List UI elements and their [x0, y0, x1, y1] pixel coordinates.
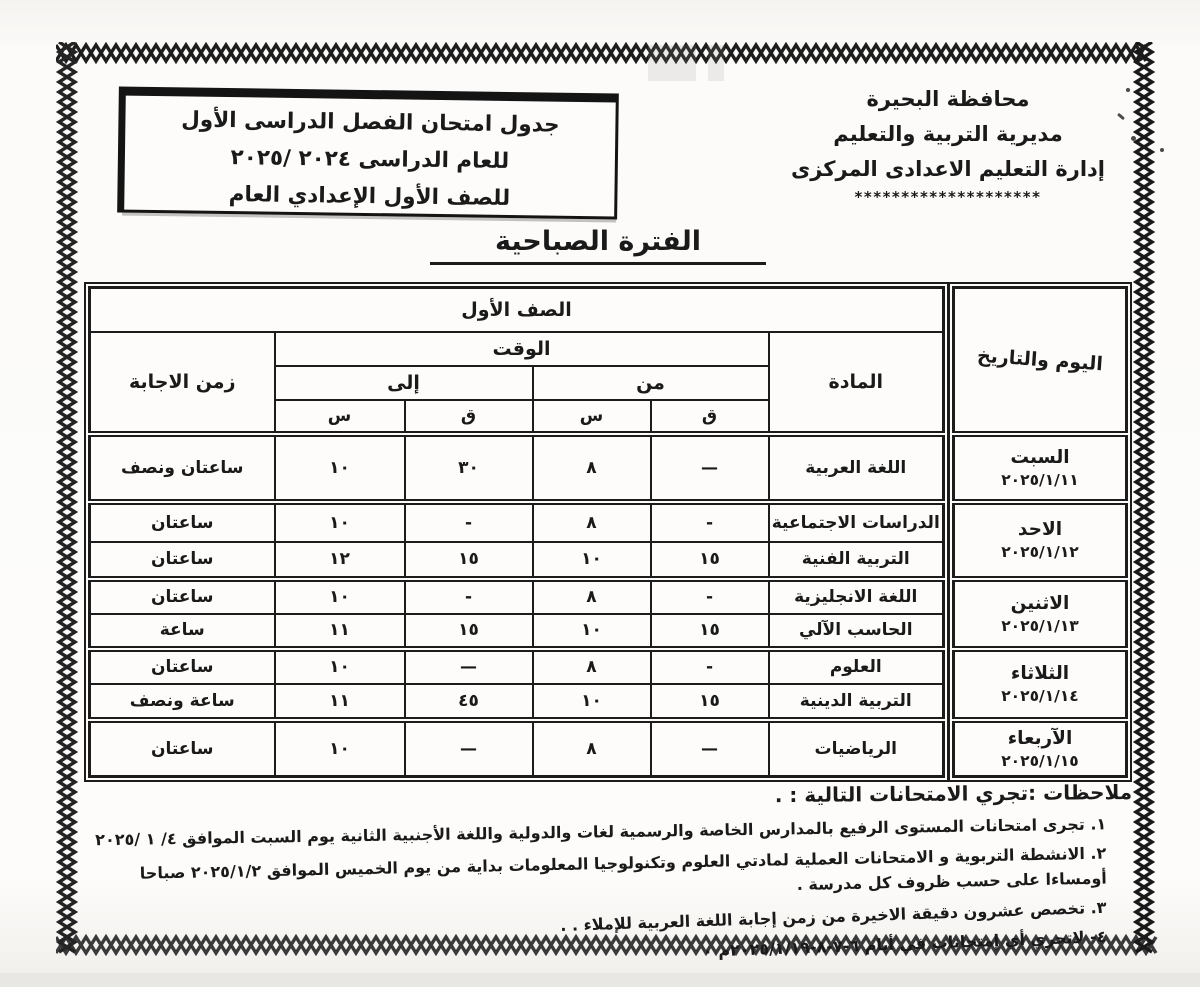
- to-minutes-cell: —: [405, 649, 533, 684]
- issuer-header: [768, 82, 1128, 207]
- to-minutes-cell: ٣٠: [405, 434, 533, 502]
- scan-speck: [1160, 148, 1164, 152]
- duration-cell: ساعتان: [89, 542, 274, 579]
- from-minutes-cell: ١٥: [651, 614, 769, 649]
- from-hours-cell: ٨: [533, 579, 651, 614]
- from-hours-cell: ٨: [533, 720, 651, 777]
- day-cell: الاثنين ٢٠٢٥/١/١٣: [954, 579, 1127, 649]
- academic-year-line: للعام الدراسى ٢٠٢٤ /٢٠٢٥: [230, 145, 510, 174]
- from-hours-cell: ١٠: [533, 614, 651, 649]
- subject-cell: التربية الفنية: [769, 542, 944, 579]
- duration-cell: ساعة ونصف: [89, 684, 274, 720]
- exam-main-table: [88, 286, 945, 778]
- day-cell: الثلاثاء ٢٠٢٥/١/١٤: [954, 649, 1127, 720]
- schedule-title-line: جدول امتحان الفصل الدراسى الأول: [181, 107, 560, 138]
- to-hours-abbr-cell: س: [275, 400, 405, 434]
- from-minutes-cell: —: [651, 720, 769, 777]
- to-minutes-cell: -: [405, 579, 533, 614]
- day-cell: الاحد ٢٠٢٥/١/١٢: [954, 502, 1127, 579]
- day-date-table: [952, 286, 1128, 778]
- from-minutes-cell: -: [651, 579, 769, 614]
- to-minutes-abbr-cell: ق: [405, 400, 533, 434]
- from-minutes-cell: —: [651, 434, 769, 502]
- scan-streak: [648, 45, 696, 81]
- duration-cell: ساعتان ونصف: [89, 434, 274, 502]
- grade-line: للصف الأول الإعدادي العام: [228, 182, 511, 211]
- to-hours-cell: ١٠: [275, 720, 405, 777]
- duration-cell: ساعتان: [89, 649, 274, 684]
- to-header-cell: إلى: [275, 366, 533, 400]
- from-hours-cell: ١٠: [533, 542, 651, 579]
- from-minutes-cell: -: [651, 649, 769, 684]
- day-cell: الآربعاء ٢٠٢٥/١/١٥: [954, 720, 1127, 777]
- from-hours-cell: ٨: [533, 649, 651, 684]
- to-hours-cell: ١٠: [275, 502, 405, 542]
- exam-schedule-tables: [88, 286, 1128, 778]
- subject-cell: الرياضيات: [769, 720, 944, 777]
- from-minutes-abbr-cell: ق: [651, 400, 769, 434]
- subject-cell: التربية الدينية: [769, 684, 944, 720]
- note-item: ١. تجرى امتحانات المستوى الرفيع بالمدارس الخاصة والرسمية لغات والدولية واللغة الأجنبية الثانية يوم السبت الموافق ٤/ ١ /٢٠٢٥: [95, 814, 1107, 850]
- duration-cell: ساعتان: [89, 502, 274, 542]
- subject-cell: الحاسب الآلي: [769, 614, 944, 649]
- from-minutes-cell: ١٥: [651, 684, 769, 720]
- to-hours-cell: ١٠: [275, 579, 405, 614]
- from-hours-cell: ١٠: [533, 684, 651, 720]
- to-hours-cell: ١١: [275, 684, 405, 720]
- duration-cell: ساعتان: [89, 579, 274, 614]
- to-hours-cell: ١٠: [275, 649, 405, 684]
- zigzag-border-top: [56, 42, 1154, 64]
- stars-divider: ********************: [854, 188, 1042, 206]
- note-item: ٢. الانشطة التربوية و الامتحانات العملية لمادتي العلوم وتكنولوجيا المعلومات بداية من يوم الخميس الموافق ٢٠٢٥/١/٢ صباحا أومساءا على حسب ظروف كل مدرسة .: [139, 843, 1107, 895]
- note-item: ٣. تخصص عشرون دقيقة الاخيرة من زمن إجابة اللغة العربية للإملاء . .: [559, 897, 1107, 935]
- directorate-line: مديرية التربية والتعليم: [833, 122, 1063, 146]
- from-hours-cell: ٨: [533, 434, 651, 502]
- notes-title: ملاحظات :تجري الامتحانات التالية : .: [774, 780, 1133, 808]
- administration-line: إدارة التعليم الاعدادى المركزى: [791, 157, 1105, 181]
- subject-cell: الدراسات الاجتماعية: [769, 502, 944, 542]
- day-cell: السبت ٢٠٢٥/١/١١: [954, 434, 1127, 502]
- from-hours-abbr-cell: س: [533, 400, 651, 434]
- subject-cell: اللغة الانجليزية: [769, 579, 944, 614]
- zigzag-border-right: [1133, 42, 1155, 956]
- time-header-cell: الوقت: [275, 332, 769, 366]
- subject-cell: العلوم: [769, 649, 944, 684]
- to-minutes-cell: —: [405, 720, 533, 777]
- day-date-header-cell: اليوم والتاريخ: [954, 288, 1127, 434]
- notes-section: [80, 780, 1133, 961]
- to-minutes-cell: ٤٥: [405, 684, 533, 720]
- duration-cell: ساعتان: [89, 720, 274, 777]
- from-minutes-cell: ١٥: [651, 542, 769, 579]
- governorate-line: محافظة البحيرة: [866, 87, 1030, 111]
- section-title-morning-period: الفترة الصباحية: [430, 226, 766, 265]
- grade-header-cell: الصف الأول: [89, 288, 943, 332]
- to-minutes-cell: ١٥: [405, 614, 533, 649]
- answer-time-header-cell: زمن الاجابة: [89, 332, 274, 434]
- to-minutes-cell: -: [405, 502, 533, 542]
- from-header-cell: من: [533, 366, 769, 400]
- subject-cell: اللغة العربية: [769, 434, 944, 502]
- to-hours-cell: ١٠: [275, 434, 405, 502]
- to-hours-cell: ١٢: [275, 542, 405, 579]
- subject-header-cell: المادة: [769, 332, 944, 434]
- note-item: ٤- لاتجري أي إمتحانات في أيام ٦-٧-٨-٢٠٢٥/١/١٩م ٠: [702, 926, 1107, 961]
- scan-speck: [1131, 136, 1136, 141]
- zigzag-border-left: [56, 42, 78, 956]
- to-hours-cell: ١١: [275, 614, 405, 649]
- from-hours-cell: ٨: [533, 502, 651, 542]
- to-minutes-cell: ١٥: [405, 542, 533, 579]
- duration-cell: ساعة: [89, 614, 274, 649]
- exam-schedule-title-box: [117, 87, 619, 220]
- scan-streak: [708, 45, 724, 81]
- from-minutes-cell: -: [651, 502, 769, 542]
